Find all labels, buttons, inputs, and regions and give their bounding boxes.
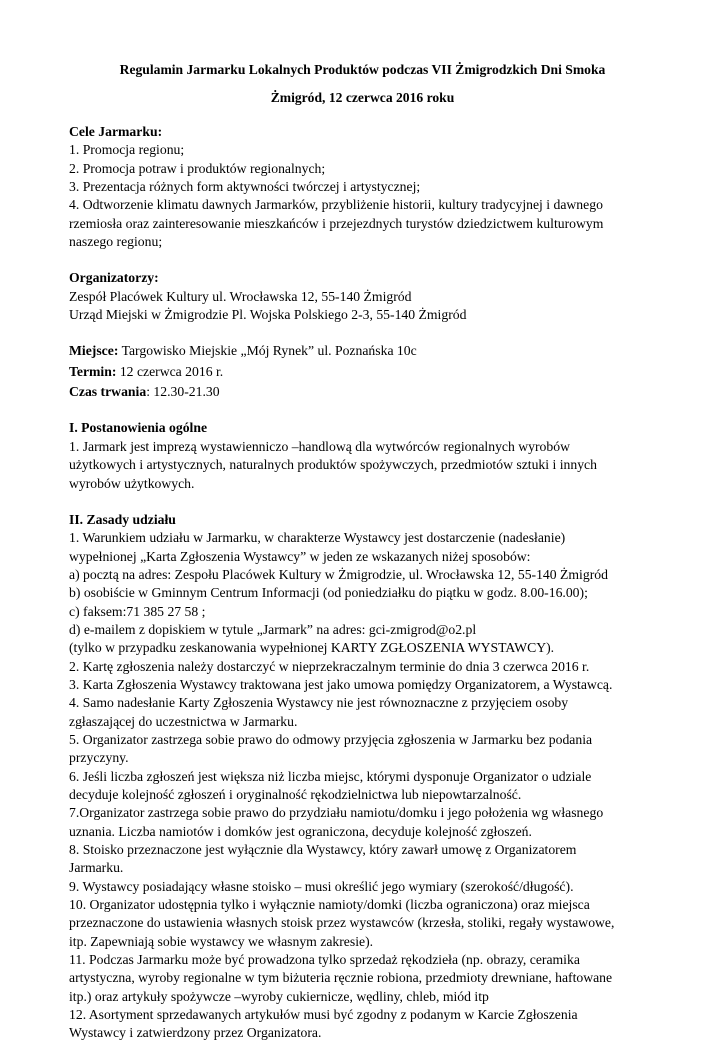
rules-list — [69, 529, 689, 1043]
duration-value: : 12.30-21.30 — [146, 384, 220, 400]
rules-heading: II. Zasady udziału — [69, 511, 176, 527]
date-value: 12 czerwca 2016 r. — [116, 363, 224, 379]
organizers-section — [69, 269, 689, 324]
text-line: 4. Samo nadesłanie Karty Zgłoszenia Wystawcy nie jest równoznaczne z przyjęciem osoby — [69, 695, 569, 711]
text-line: 10. Organizator udostępnia tylko i wyłącznie namioty/domki (liczba ograniczona) oraz miejsca — [69, 897, 590, 913]
text-line: 1. Promocja regionu; — [69, 142, 185, 158]
text-line: naszego regionu; — [69, 234, 163, 250]
text-line: 1. Jarmark jest imprezą wystawienniczo –handlową dla wytwórców regionalnych wyrobów — [69, 438, 570, 454]
text-line: b) osobiście w Gminnym Centrum Informacji (od poniedziałku do piątku w godz. 8.00-16.00); — [69, 585, 588, 601]
text-line: Zespół Placówek Kultury ul. Wrocławska 12, 55-140 Żmigród — [69, 288, 412, 304]
place-label: Miejsce: — [69, 343, 119, 359]
place-line — [69, 342, 689, 360]
text-line: wypełnionej „Karta Zgłoszenia Wystawcy” w jeden ze wskazanych niżej sposobów: — [69, 548, 531, 564]
text-line: decyduje kolejność zgłoszeń i oryginalność rękodzielnictwa lub niepowtarzalność. — [69, 787, 522, 802]
text-line: 5. Organizator zastrzega sobie prawo do odmowy przyjęcia zgłoszenia w Jarmarku bez podania — [69, 731, 593, 747]
document-body — [69, 123, 689, 1043]
general-heading: I. Postanowienia ogólne — [69, 420, 208, 436]
rules-section — [69, 511, 689, 1043]
text-line: 4. Odtworzenie klimatu dawnych Jarmarków, przybliżenie historii, kultury tradycyjnej i dawnego — [69, 197, 603, 213]
text-line: itp. Zapewniają sobie wystawcy we własnym zakresie). — [69, 933, 374, 949]
text-line: 2. Kartę zgłoszenia należy dostarczyć w nieprzekraczalnym terminie do dnia 3 czerwca 2016 r. — [69, 658, 590, 674]
text-line: użytkowych i artystycznych, naturalnych produktów spożywczych, przedmiotów sztuki i innych — [69, 457, 597, 473]
text-line: a) pocztą na adres: Zespołu Placówek Kultury w Żmigrodzie, ul. Wrocławska 12, 55-140 Żmigród — [69, 566, 608, 582]
text-line: (tylko w przypadku zeskanowania wypełnionej KARTY ZGŁOSZENIA WYSTAWCY). — [69, 640, 555, 656]
text-line: 3. Prezentacja różnych form aktywności twórczej i artystycznej; — [69, 179, 421, 195]
text-line: przeznaczone do ustawienia własnych stoisk przez wystawców (krzesła, stoliki, regały wystawowe, — [69, 915, 615, 931]
text-line: 11. Podczas Jarmarku może być prowadzona tylko sprzedaż rękodzieła (np. obrazy, ceramika — [69, 952, 580, 968]
organizers-heading: Organizatorzy: — [69, 270, 159, 286]
goals-list — [69, 141, 689, 251]
document-subtitle: Żmigród, 12 czerwca 2016 roku — [270, 90, 455, 105]
text-line: przyczyny. — [69, 750, 129, 766]
duration-label: Czas trwania — [69, 384, 147, 400]
general-section — [69, 419, 689, 492]
date-line — [69, 363, 689, 381]
text-line: 9. Wystawcy posiadający własne stoisko – musi określić jego wymiary (szerokość/długość). — [69, 878, 574, 894]
text-line: 3. Karta Zgłoszenia Wystawcy traktowana jest jako umowa pomiędzy Organizatorem, a Wystawcą. — [69, 676, 613, 692]
text-line: rzemiosła oraz zainteresowanie mieszkańców i przejezdnych turystów dziedzictwem kulturowym — [69, 215, 604, 231]
goals-section — [69, 123, 689, 251]
document-title: Regulamin Jarmarku Lokalnych Produktów podczas VII Żmigrodzkich Dni Smoka — [119, 62, 606, 77]
text-line: zgłaszającej do uczestnictwa w Jarmarku. — [69, 713, 298, 729]
text-line: 7.Organizator zastrzega sobie prawo do przydziału namiotu/domku i jego położenia wg własnego — [69, 805, 604, 821]
date-label: Termin: — [69, 363, 117, 379]
place-value: Targowisko Miejskie „Mój Rynek” ul. Poznańska 10c — [118, 343, 417, 359]
text-line: 2. Promocja potraw i produktów regionalnych; — [69, 160, 326, 176]
general-list — [69, 438, 689, 493]
text-line: 6. Jeśli liczba zgłoszeń jest większa niż liczba miejsc, którymi dysponuje Organizator o udziale — [69, 768, 592, 784]
details-section — [69, 342, 689, 401]
text-line: Urząd Miejski w Żmigrodzie Pl. Wojska Polskiego 2-3, 55-140 Żmigród — [69, 307, 467, 323]
text-line: 12. Asortyment sprzedawanych artykułów musi być zgodny z podanym w Karcie Zgłoszenia — [69, 1007, 578, 1023]
goals-heading: Cele Jarmarku: — [69, 124, 163, 139]
text-line: Wystawcy i zatwierdzony przez Organizatora. — [69, 1025, 322, 1041]
text-line: 8. Stoisko przeznaczone jest wyłącznie dla Wystawcy, który zawarł umowę z Organizatorem — [69, 842, 577, 858]
text-line: 1. Warunkiem udziału w Jarmarku, w charakterze Wystawcy jest dostarczenie (nadesłanie) — [69, 530, 566, 546]
duration-line — [69, 383, 689, 401]
text-line: artystyczna, wyroby regionalne w tym biżuteria ręcznie robiona, przedmioty drewniane, haftowane — [69, 970, 613, 986]
text-line: d) e-mailem z dopiskiem w tytule „Jarmark” na adres: gci-zmigrod@o2.pl — [69, 621, 477, 637]
text-line: itp.) oraz artykuły spożywcze –wyroby cukiernicze, wędliny, chleb, miód itp — [69, 988, 489, 1004]
text-line: uznania. Liczba namiotów i domków jest ograniczona, decyduje kolejność zgłoszeń. — [69, 823, 532, 839]
text-line: c) faksem:71 385 27 58 ; — [69, 603, 206, 619]
organizers-list — [69, 288, 689, 325]
text-line: wyrobów użytkowych. — [69, 475, 195, 491]
text-line: Jarmarku. — [69, 860, 124, 876]
